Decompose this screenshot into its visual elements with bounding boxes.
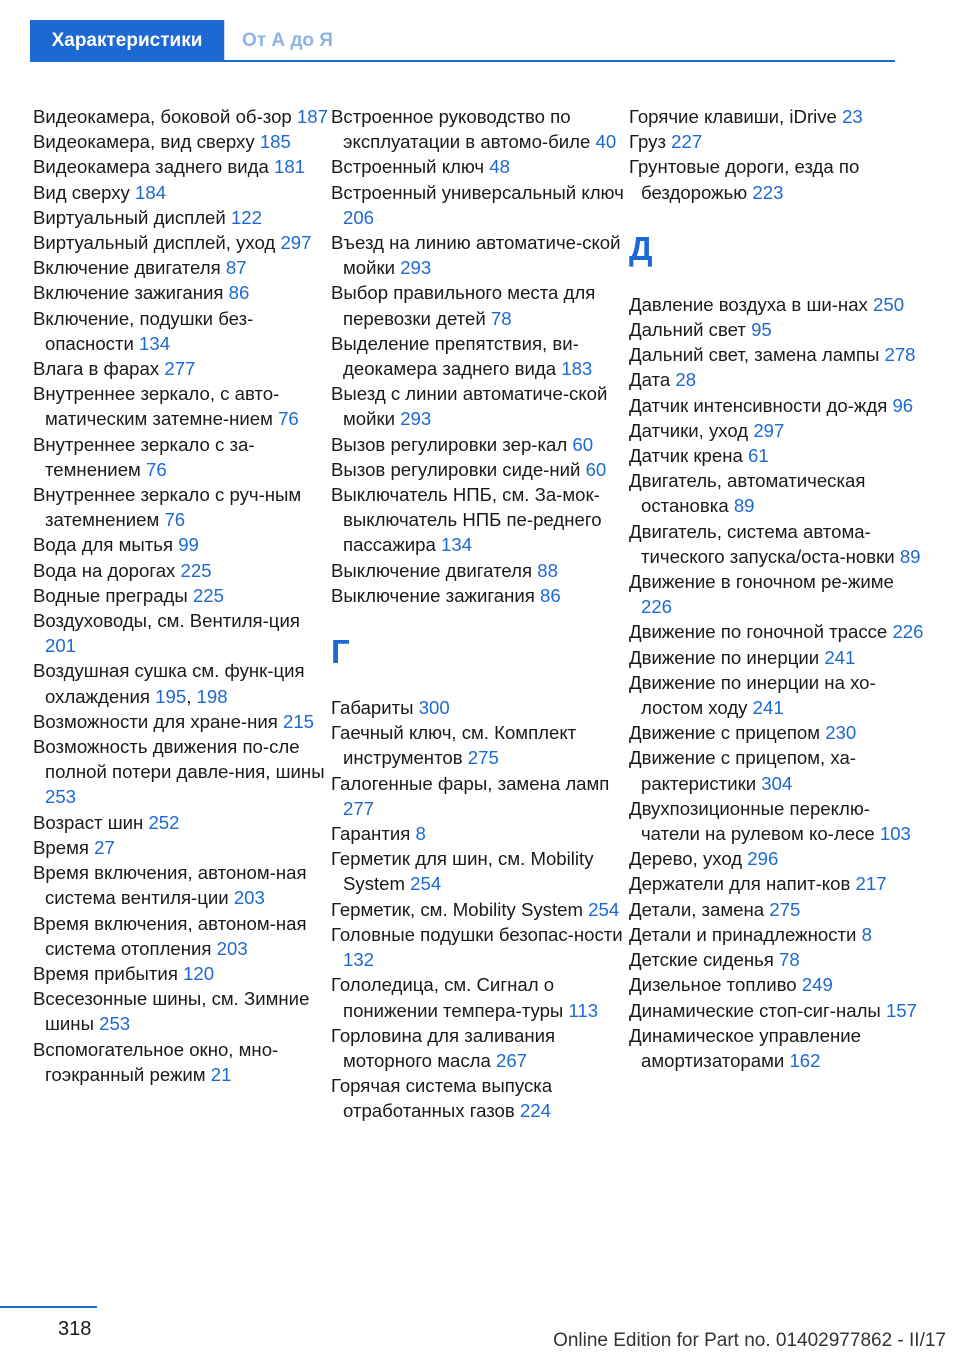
entry-text: Видеокамера, боковой об-зор — [33, 106, 292, 127]
page-link[interactable]: 120 — [183, 962, 215, 984]
index-entry — [33, 734, 328, 810]
entry-text: Дальний свет — [629, 319, 746, 341]
tab-characteristics[interactable]: Характеристики — [30, 20, 224, 60]
entry-text: Движение с прицепом — [629, 722, 821, 744]
entry-text: Дизельное топливо — [629, 974, 797, 996]
index-entry — [331, 771, 626, 821]
entry-text: Включение двигателя — [33, 257, 221, 279]
edition-note: Online Edition for Part no. 01402977862 - II/17 — [553, 1330, 946, 1351]
page-link[interactable]: 78 — [779, 949, 800, 971]
index-entry: Воздушная сушка см. функ-ция охлаждения 195, 198 — [33, 660, 305, 707]
page-link[interactable]: 203 — [216, 937, 248, 959]
entry-text: Возможность движения по-сле полной потери давле-ния, шины — [33, 736, 325, 783]
page-link[interactable]: 225 — [192, 584, 224, 606]
index-entry — [33, 356, 328, 381]
entry-text: Движение по гоночной трассе — [629, 621, 888, 643]
index-entry — [629, 645, 924, 670]
index-entry — [629, 846, 924, 871]
page-link[interactable]: 60 — [585, 458, 607, 480]
page-link[interactable]: 227 — [671, 131, 703, 153]
entry-text: Воздушная сушка см. функ-ция охлаждения — [33, 660, 305, 707]
index-entry — [629, 998, 924, 1023]
index-entry — [629, 292, 924, 317]
index-entry — [33, 230, 328, 255]
page-link[interactable]: 252 — [148, 811, 180, 833]
index-entry — [331, 104, 626, 154]
entry-text: Вызов регулировки сиде-ний — [331, 458, 581, 480]
page-link[interactable]: 95 — [751, 319, 772, 341]
page-link[interactable]: 134 — [139, 332, 171, 354]
entry-text: Всесезонные шины, см. Зимние шины — [33, 988, 310, 1035]
page-link[interactable]: 183 — [561, 358, 593, 380]
page-link[interactable]: 48 — [489, 156, 510, 178]
index-entry — [33, 961, 328, 986]
index-entry — [331, 583, 626, 608]
tab-divider — [224, 20, 225, 60]
entry-text: Габариты — [331, 697, 414, 719]
index-entry — [331, 381, 626, 431]
index-entry — [331, 922, 626, 972]
page-link[interactable]: 132 — [343, 949, 375, 971]
page-link[interactable]: 297 — [280, 232, 312, 254]
page-link[interactable]: 254 — [588, 898, 620, 920]
page-link[interactable]: 267 — [495, 1049, 528, 1071]
page-link[interactable]: 198 — [196, 685, 228, 707]
index-column-2 — [331, 104, 626, 1124]
index-entry — [629, 342, 924, 367]
page-link[interactable]: 226 — [892, 621, 924, 643]
entry-text: Датчик крена — [629, 445, 743, 467]
entry-text: Детали, замена — [629, 898, 765, 920]
page-link[interactable]: 293 — [400, 257, 432, 279]
index-entry — [33, 558, 328, 583]
index-entry — [33, 154, 328, 179]
page-link[interactable]: 8 — [861, 923, 872, 945]
entry-text: Динамическое управление амортизаторами — [629, 1024, 861, 1071]
page-link[interactable]: 253 — [99, 1013, 131, 1035]
page-link[interactable]: 21 — [210, 1063, 232, 1085]
entry-text: Время прибытия — [33, 962, 178, 984]
entry-text: Галогенные фары, замена ламп — [331, 772, 610, 794]
index-entry — [629, 519, 924, 569]
page-link[interactable]: 40 — [595, 131, 617, 153]
page-link[interactable]: 76 — [164, 509, 186, 531]
entry-text: Вызов регулировки зер-кал — [331, 433, 568, 455]
page-link[interactable]: 157 — [885, 999, 917, 1021]
page-link[interactable]: 253 — [45, 786, 77, 808]
index-entry — [629, 745, 924, 795]
index-entry — [331, 1073, 626, 1123]
page-link[interactable]: 122 — [230, 206, 262, 228]
entry-text: Динамические стоп-сиг-налы — [629, 999, 881, 1021]
page-link[interactable]: 28 — [675, 369, 697, 391]
entry-text: Выбор правильного места для перевозки детей — [331, 282, 596, 329]
index-entry — [33, 986, 328, 1036]
page-link[interactable]: 89 — [899, 545, 921, 567]
index-entry — [331, 482, 626, 558]
index-entry — [629, 922, 924, 947]
index-entry — [629, 1023, 924, 1073]
entry-text: Грунтовые дороги, езда по бездорожью — [629, 156, 860, 203]
header-tabs — [0, 20, 895, 60]
entry-text: Движение с прицепом, ха-рактеристики — [629, 747, 856, 794]
entry-text: Выключение зажигания — [331, 584, 535, 606]
entry-text: Выезд с линии автоматиче-ской мойки — [331, 383, 608, 430]
page-link[interactable]: 241 — [752, 697, 784, 719]
index-entry — [629, 154, 924, 204]
entry-text: Движение по инерции на хо-лостом ходу — [629, 671, 876, 719]
page-link[interactable]: 304 — [761, 772, 793, 794]
index-entry — [33, 860, 328, 910]
index-entry — [629, 367, 924, 392]
page-link[interactable]: 134 — [441, 534, 473, 556]
page-link[interactable]: 23 — [842, 106, 863, 127]
page-link[interactable]: 250 — [873, 293, 905, 315]
page-link[interactable]: 275 — [769, 898, 801, 920]
index-entry — [33, 255, 328, 280]
entry-text: Вода для мытья — [33, 534, 174, 556]
index-entry — [629, 720, 924, 745]
page-link[interactable]: 230 — [825, 722, 857, 744]
entry-text: Видеокамера заднего вида — [33, 156, 269, 178]
entry-text: Давление воздуха в ши-нах — [629, 293, 868, 315]
entry-text: Двигатель, автоматическая остановка — [629, 470, 866, 517]
index-entry — [33, 608, 328, 658]
index-entry — [331, 558, 626, 583]
page-link[interactable]: 86 — [228, 282, 250, 304]
index-entry — [331, 180, 626, 230]
page-link[interactable]: 275 — [467, 747, 499, 769]
page-link[interactable]: 277 — [164, 358, 196, 380]
entry-text: Герметик, см. Mobility System — [331, 898, 583, 920]
footer-rule — [0, 1306, 97, 1308]
index-entry — [629, 796, 924, 846]
page-link[interactable]: 61 — [748, 445, 769, 467]
page-link[interactable]: 96 — [892, 394, 914, 416]
entry-text: Встроенный ключ — [331, 156, 485, 178]
index-entry — [331, 720, 626, 770]
entry-text: Вспомогательное окно, мно-гоэкранный режим — [33, 1038, 279, 1085]
index-entry — [331, 972, 626, 1022]
page-link[interactable]: 184 — [135, 181, 167, 203]
tab-a-to-z[interactable]: От А до Я — [242, 30, 333, 51]
page-link[interactable]: 206 — [343, 206, 375, 228]
header-underline — [30, 60, 895, 62]
page-link[interactable]: 201 — [45, 635, 77, 657]
index-entry — [629, 897, 924, 922]
section-letter: Д — [629, 229, 653, 267]
entry-text: Время включения, автоном-ная система отопления — [33, 912, 307, 959]
page-number: 318 — [58, 1318, 92, 1340]
page-link[interactable]: 27 — [94, 836, 115, 858]
index-entry — [629, 947, 924, 972]
entry-text: Въезд на линию автоматиче-ской мойки — [331, 232, 621, 279]
entry-text: Движение в гоночном ре-жиме — [629, 571, 894, 593]
index-entry — [33, 180, 328, 205]
index-entry — [629, 393, 924, 418]
page-link[interactable]: 249 — [801, 974, 833, 996]
entry-text: Возможности для хране-ния — [33, 710, 278, 732]
entry-text: Горячая система выпуска отработанных газов — [331, 1075, 553, 1122]
index-entry — [331, 154, 626, 179]
entry-text: Гарантия — [331, 823, 411, 845]
page-link[interactable]: 195 — [155, 685, 187, 707]
page-link[interactable]: 254 — [410, 873, 442, 895]
page-link[interactable]: 223 — [752, 181, 784, 203]
entry-text: Груз — [629, 131, 666, 153]
entry-text: Виртуальный дисплей, уход — [33, 232, 276, 254]
page-link[interactable]: 278 — [884, 344, 916, 366]
index-entry — [33, 709, 328, 734]
page-link[interactable]: 99 — [178, 534, 199, 556]
entry-text: Внутреннее зеркало, с авто-матическим затемне-нием — [33, 383, 280, 430]
index-entry — [629, 443, 924, 468]
page-link[interactable]: 241 — [824, 646, 856, 668]
entry-text: Включение зажигания — [33, 282, 224, 304]
page-link[interactable]: 162 — [789, 1049, 821, 1071]
entry-text: Горловина для заливания моторного масла — [331, 1024, 556, 1071]
entry-text: Вид сверху — [33, 181, 130, 203]
entry-text: Влага в фарах — [33, 358, 160, 380]
entry-text: Горячие клавиши, iDrive — [629, 106, 837, 127]
index-entry — [331, 331, 626, 381]
entry-text: Дальний свет, замена лампы — [629, 344, 880, 366]
page-link[interactable]: 224 — [519, 1100, 551, 1122]
index-column-3 — [629, 104, 924, 1073]
index-entry — [629, 670, 924, 720]
entry-text: Герметик для шин, см. Mobility System — [331, 848, 594, 895]
entry-text: Датчики, уход — [629, 419, 749, 441]
index-entry — [33, 1037, 328, 1087]
entry-text: Гололедица, см. Сигнал о понижении темпера-туры — [331, 974, 564, 1021]
index-entry — [331, 1023, 626, 1073]
index-column-1 — [33, 104, 328, 1087]
entry-text: Держатели для напит-ков — [629, 873, 851, 895]
index-entry — [33, 381, 328, 431]
index-entry — [331, 230, 626, 280]
entry-text: Время включения, автоном-ная система вентиля-ции — [33, 862, 307, 909]
index-entry — [629, 619, 924, 644]
page-link[interactable]: 293 — [400, 408, 432, 430]
page-link[interactable]: 113 — [568, 999, 599, 1021]
page-link[interactable]: 215 — [283, 710, 315, 732]
index-entry — [629, 104, 924, 129]
page-link[interactable]: 76 — [146, 458, 167, 480]
page-link[interactable]: 300 — [418, 697, 450, 719]
entry-text: Дерево, уход — [629, 848, 743, 870]
index-entry — [33, 280, 328, 305]
entry-text: Выключение двигателя — [331, 559, 533, 581]
index-entry — [629, 418, 924, 443]
page-link[interactable]: 203 — [233, 887, 265, 909]
page-link[interactable]: 277 — [343, 797, 375, 819]
page-link[interactable]: 226 — [641, 596, 673, 618]
index-entry — [629, 317, 924, 342]
page-link[interactable]: 225 — [180, 559, 212, 581]
index-entry — [629, 468, 924, 518]
entry-text: Видеокамера, вид сверху — [33, 131, 255, 153]
entry-text: Движение по инерции — [629, 646, 820, 668]
index-entry — [33, 129, 328, 154]
index-entry — [331, 846, 626, 896]
entry-text: Детские сиденья — [629, 949, 774, 971]
entry-text: Головные подушки безопас-ности — [331, 923, 623, 945]
page-link[interactable]: 89 — [733, 495, 755, 517]
page-link[interactable]: 297 — [753, 419, 785, 441]
page-link[interactable]: 187 — [296, 106, 328, 127]
index-entry — [33, 583, 328, 608]
entry-text: Двухпозиционные переклю-чатели на рулевом ко-лесе — [629, 797, 875, 845]
index-entry — [331, 280, 626, 330]
index-entry — [629, 129, 924, 154]
index-entry — [33, 306, 328, 356]
entry-text: Возраст шин — [33, 811, 144, 833]
entry-text: Водные преграды — [33, 584, 188, 606]
index-entry — [33, 482, 328, 532]
page-link[interactable]: 78 — [490, 307, 512, 329]
page-link[interactable]: 296 — [747, 848, 779, 870]
index-entry — [331, 457, 626, 482]
entry-text: Встроенный универсальный ключ — [331, 181, 624, 203]
index-entry — [33, 810, 328, 835]
entry-text: Дата — [629, 369, 671, 391]
page-link[interactable]: 60 — [572, 433, 594, 455]
index-entry — [33, 532, 328, 557]
index-entry — [629, 972, 924, 997]
entry-text: Выделение препятствия, ви-деокамера заднего вида — [331, 332, 579, 380]
entry-text: Встроенное руководство по эксплуатации в автомо-биле — [331, 106, 591, 153]
index-entry — [33, 432, 328, 482]
index-entry — [331, 897, 626, 922]
index-entry — [331, 695, 626, 720]
page-link[interactable]: 217 — [855, 873, 887, 895]
entry-text: Детали и принадлежности — [629, 923, 857, 945]
entry-text: Внутреннее зеркало с за-темнением — [33, 433, 255, 480]
entry-text: Виртуальный дисплей — [33, 206, 226, 228]
index-entry — [33, 911, 328, 961]
index-entry — [629, 871, 924, 896]
entry-text: Время — [33, 836, 89, 858]
entry-text: Вода на дорогах — [33, 559, 176, 581]
entry-text: Датчик интенсивности до-ждя — [629, 394, 888, 416]
index-entry — [331, 432, 626, 457]
page-link[interactable]: 87 — [225, 257, 247, 279]
page-link[interactable]: 181 — [274, 156, 306, 178]
entry-text: Двигатель, система автома-тического запуска/оста-новки — [629, 520, 895, 567]
page-link[interactable]: 86 — [540, 584, 561, 606]
index-entry — [331, 821, 626, 846]
page-link[interactable]: 185 — [259, 131, 291, 153]
entry-text: Внутреннее зеркало с руч-ным затемнением — [33, 484, 302, 531]
index-entry — [33, 205, 328, 230]
page-link[interactable]: 76 — [278, 408, 299, 430]
index-entry — [629, 569, 924, 619]
page-link[interactable]: 103 — [879, 823, 911, 845]
index-entry — [33, 835, 328, 860]
entry-text: Гаечный ключ, см. Комплект инструментов — [331, 722, 577, 769]
entry-text: Включение, подушки без-опасности — [33, 307, 254, 354]
entry-text: Воздуховоды, см. Вентиля-ция — [33, 610, 300, 632]
entry-text: Выключатель НПБ, см. За-мок-выключатель НПБ пе-реднего пассажира — [331, 484, 602, 556]
page-link[interactable]: 8 — [415, 823, 426, 845]
index-entry — [33, 104, 328, 129]
section-letter: Г — [331, 633, 350, 671]
page-link[interactable]: 88 — [537, 559, 558, 581]
